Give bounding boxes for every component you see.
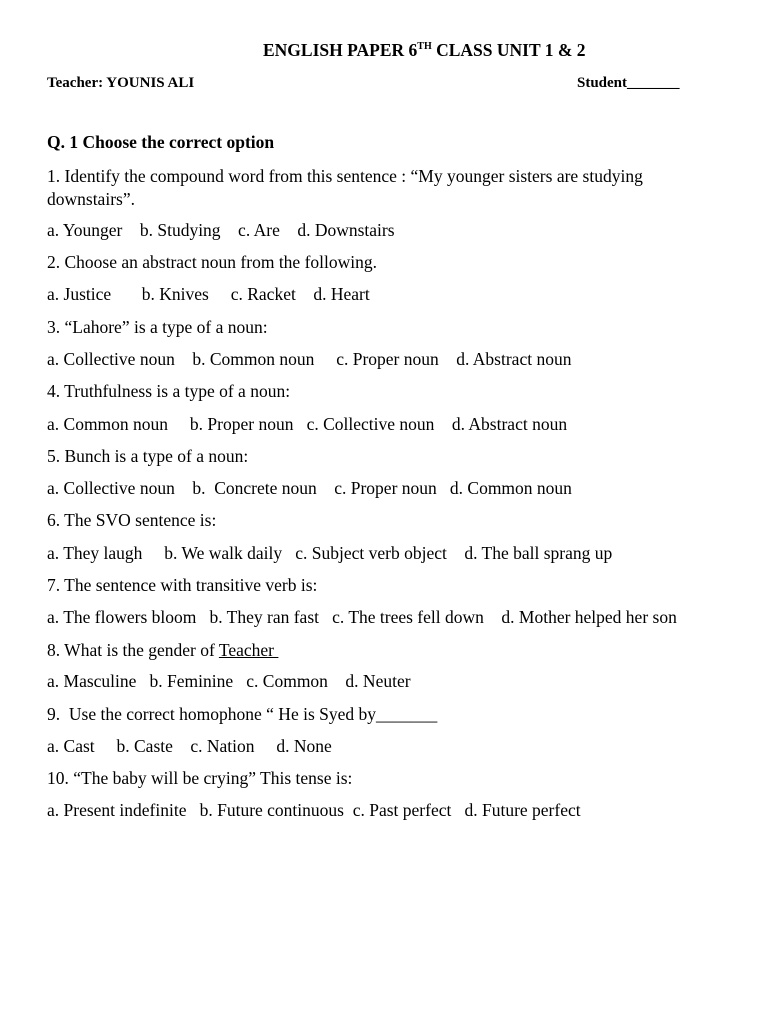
question-10-text: 10. “The baby will be crying” This tense is: [47,768,353,788]
question-7-text: 7. The sentence with transitive verb is: [47,575,318,595]
question-8-text [47,639,278,662]
question-5-options: a. Collective noun b. Concrete noun c. Proper noun d. Common noun [47,478,572,498]
question-1-text: 1. Identify the compound word from this sentence : “My younger sisters are studying downstairs”. [47,166,643,209]
question-8-underlined-word: Teacher [218,640,279,660]
title-rest: CLASS UNIT 1 & 2 [431,40,586,60]
question-4-text: 4. Truthfulness is a type of a noun: [47,381,291,401]
question-3-text: 3. “Lahore” is a type of a noun: [47,317,268,337]
question-4-options: a. Common noun b. Proper noun c. Collective noun d. Abstract noun [47,414,568,434]
question-7-options: a. The flowers bloom b. They ran fast c. The trees fell down d. Mother helped her son [47,607,677,627]
student-name-blank: Student_______ [577,75,680,91]
question-8-prefix: 8. What is the gender of [47,640,219,660]
question-3-options: a. Collective noun b. Common noun c. Proper noun d. Abstract noun [47,349,572,369]
question-2-text: 2. Choose an abstract noun from the following. [47,252,378,272]
paper-title [263,40,586,61]
question-1-options: a. Younger b. Studying c. Are d. Downstairs [47,220,395,240]
question-10-options: a. Present indefinite b. Future continuous c. Past perfect d. Future perfect [47,800,581,820]
title-main: ENGLISH PAPER 6 [263,40,418,60]
title-superscript: TH [417,41,432,52]
section-heading: Q. 1 Choose the correct option [47,132,275,152]
teacher-name: Teacher: YOUNIS ALI [47,75,195,91]
question-9-options: a. Cast b. Caste c. Nation d. None [47,736,332,756]
question-9-text: 9. Use the correct homophone “ He is Syed by_______ [47,704,438,724]
question-6-text: 6. The SVO sentence is: [47,510,217,530]
question-5-text: 5. Bunch is a type of a noun: [47,446,249,466]
question-6-options: a. They laugh b. We walk daily c. Subject verb object d. The ball sprang up [47,543,613,563]
question-8-options: a. Masculine b. Feminine c. Common d. Neuter [47,671,411,691]
question-2-options: a. Justice b. Knives c. Racket d. Heart [47,284,370,304]
